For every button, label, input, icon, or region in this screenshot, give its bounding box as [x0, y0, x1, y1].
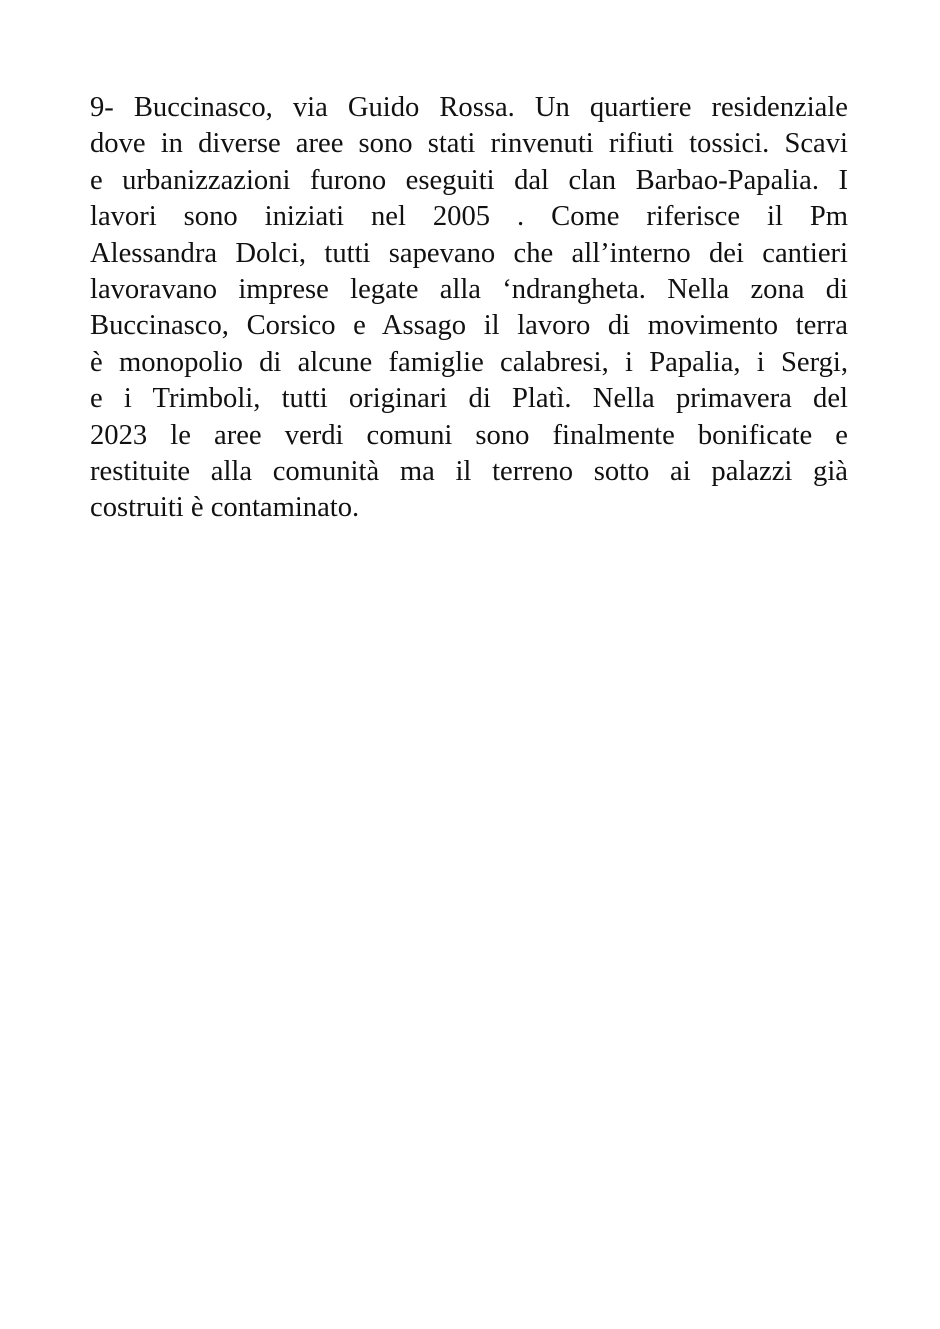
paragraph-line: dove in diverse aree sono stati rinvenuti rifiuti tossici. Scavi — [90, 128, 848, 160]
paragraph-line: costruiti è contaminato. — [90, 492, 360, 524]
paragraph-line: 2023 le aree verdi comuni sono finalmente bonificate e — [90, 419, 848, 451]
paragraph-line: e i Trimboli, tutti originari di Platì. Nella primavera del — [90, 383, 848, 415]
paragraph-line: e urbanizzazioni furono eseguiti dal clan Barbao-Papalia. I — [90, 164, 848, 196]
paragraph — [90, 90, 848, 527]
paragraph-line: Alessandra Dolci, tutti sapevano che all’interno dei cantieri — [90, 237, 848, 269]
paragraph-line: 9- Buccinasco, via Guido Rossa. Un quartiere residenziale — [90, 92, 848, 123]
paragraph-line: restituite alla comunità ma il terreno sotto ai palazzi già — [90, 455, 848, 487]
paragraph-line: lavori sono iniziati nel 2005 . Come riferisce il Pm — [90, 201, 848, 233]
paragraph-line: Buccinasco, Corsico e Assago il lavoro di movimento terra — [90, 310, 848, 342]
paragraph-line: è monopolio di alcune famiglie calabresi, i Papalia, i Sergi, — [90, 346, 848, 378]
paragraph-line: lavoravano imprese legate alla ‘ndrangheta. Nella zona di — [90, 273, 848, 305]
